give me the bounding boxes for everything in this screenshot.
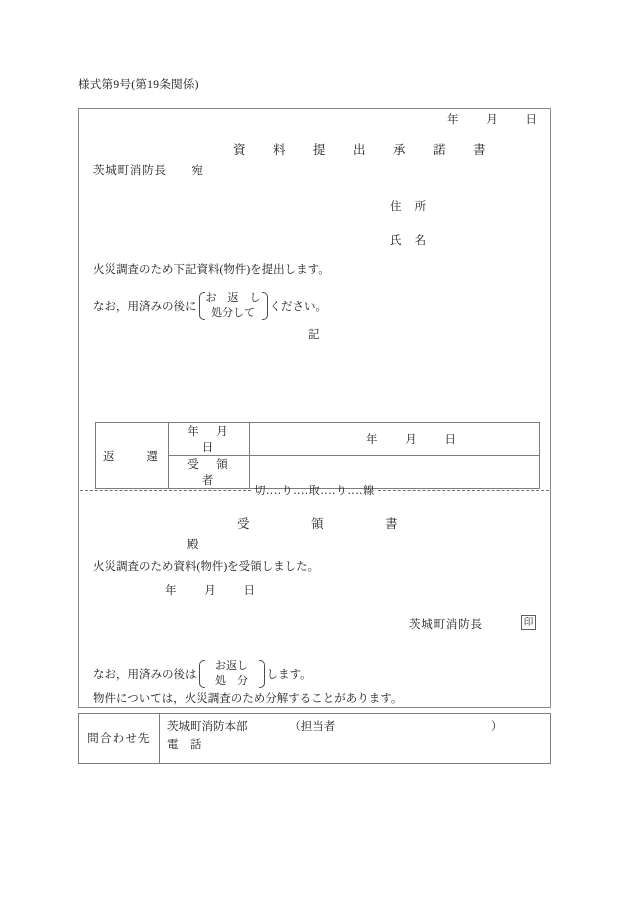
choice-bracket (199, 291, 268, 321)
form-number: 様式第9号(第19条関係) (78, 79, 199, 91)
disassembly-note: 物件については，火災調査のため分解することがあります。 (93, 693, 403, 705)
submission-statement: 火災調査のため下記資料(物件)を提出します。 (93, 264, 330, 276)
submission-date-line (447, 112, 537, 128)
receipt-title: 受 領 書 (237, 517, 404, 531)
return-date-day: 日 (444, 434, 456, 446)
note-prefix: なお，用済みの後に (93, 300, 197, 313)
table-row (79, 714, 551, 764)
disposal-choice-submission (93, 291, 327, 321)
page-title: 資 料 提 出 承 諾 書 (233, 143, 494, 157)
return-date-label: 年 月 日 (169, 423, 250, 456)
receipt-date-month: 月 (204, 585, 216, 597)
return-date-year: 年 (366, 434, 378, 446)
return-table (95, 422, 540, 489)
cut-line-dash-left (80, 490, 251, 491)
receipt-issuer: 茨城町消防長 (409, 619, 483, 631)
receipt-choice-option-dispose[interactable]: 処 分 (215, 674, 248, 687)
table-row (96, 423, 540, 456)
contact-org: 茨城町消防本部 (167, 721, 248, 733)
choice-bracket (199, 659, 265, 689)
submission-date-day: 日 (525, 114, 537, 126)
note-suffix: ください。 (269, 300, 327, 313)
address-label: 住 所 (390, 201, 427, 213)
receipt-note-suffix: します。 (266, 668, 312, 681)
choice-option-dispose[interactable]: 処分して (211, 306, 255, 319)
receipt-choice-option-return[interactable]: お返し (215, 660, 248, 672)
contact-details[interactable] (160, 714, 551, 764)
ki-marker: 記 (308, 329, 320, 341)
return-row-label: 返 還 (96, 423, 169, 489)
choice-option-return[interactable]: お 返 し (205, 292, 261, 304)
receipt-honorific: 殿 (187, 539, 199, 551)
contact-person-label: （担当者 (289, 721, 336, 733)
contact-org-line (167, 719, 543, 737)
disposal-choice-receipt (93, 659, 312, 689)
cut-line (80, 482, 549, 498)
submission-date-month: 月 (486, 114, 498, 126)
name-label: 氏 名 (390, 235, 427, 247)
contact-phone-label: 電 話 (167, 738, 202, 751)
return-receiver-label: 受 領 者 (169, 456, 250, 489)
seal-stamp-box: 印 (521, 615, 536, 630)
receipt-note-prefix: なお，用済みの後は (93, 668, 197, 681)
contact-label: 問合わせ先 (79, 714, 160, 764)
return-date-value[interactable] (250, 423, 540, 456)
receipt-date-year: 年 (165, 585, 177, 597)
submission-date-year: 年 (447, 114, 459, 126)
return-date-month: 月 (405, 434, 417, 446)
contact-phone-line (167, 737, 543, 755)
receipt-date-line (165, 583, 255, 599)
cut-line-dash-right (378, 490, 549, 491)
receipt-statement: 火災調査のため資料(物件)を受領しました。 (93, 561, 320, 573)
addressee: 茨城町消防長 宛 (93, 165, 204, 177)
receipt-date-day: 日 (243, 585, 255, 597)
contact-person-close: ） (491, 721, 503, 733)
cut-line-label: 切‥‥り‥‥取‥‥り‥‥線 (254, 485, 375, 497)
contact-table (78, 713, 551, 764)
